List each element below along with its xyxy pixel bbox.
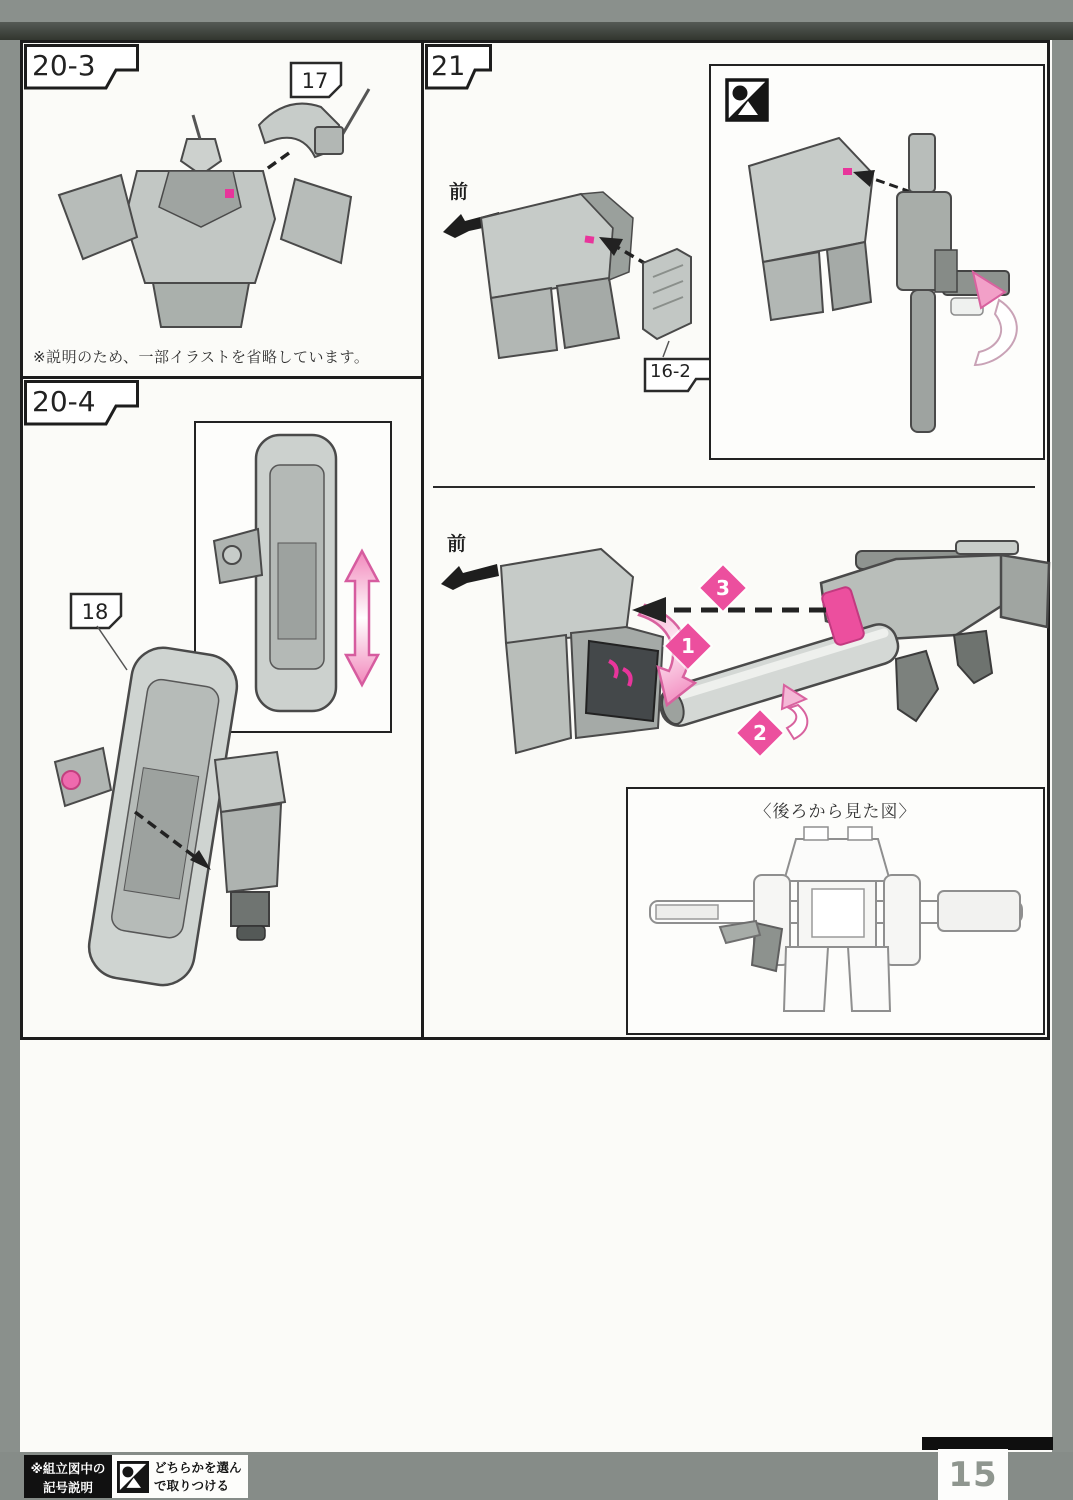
rear-view-box bbox=[626, 787, 1045, 1035]
part-16-2-illustration bbox=[637, 245, 701, 359]
step-badge-3: 3 bbox=[700, 565, 745, 610]
legend-item-box bbox=[112, 1455, 248, 1498]
vertical-move-arrow-icon bbox=[346, 551, 378, 685]
legend-item-line1: どちらかを選ん bbox=[154, 1460, 242, 1475]
rear-view-illustration bbox=[636, 823, 1038, 1029]
footer-band bbox=[0, 1452, 1073, 1500]
dashed-arrow-icon bbox=[871, 178, 911, 192]
step-label-20-4 bbox=[23, 379, 141, 427]
step-badge-1: 1 bbox=[665, 623, 710, 668]
omission-note: ※説明のため、一部イラストを省略しています。 bbox=[33, 348, 370, 366]
panel-20-4 bbox=[23, 379, 421, 1037]
svg-text:16-2: 16-2 bbox=[650, 361, 691, 382]
page-number: 15 bbox=[948, 1454, 998, 1495]
callout-line bbox=[97, 626, 127, 670]
flip-arrow-icon bbox=[973, 272, 1017, 365]
svg-text:20-4: 20-4 bbox=[32, 385, 96, 418]
svg-text:20-3: 20-3 bbox=[32, 49, 96, 82]
page-number-tab bbox=[938, 1449, 1008, 1500]
front-label: 前 bbox=[449, 181, 470, 203]
attach-point-mark bbox=[225, 189, 234, 198]
front-label: 前 bbox=[447, 533, 468, 555]
step-badge-2: 2 bbox=[737, 710, 782, 755]
antenna-line bbox=[341, 89, 369, 137]
svg-text:17: 17 bbox=[301, 69, 329, 93]
panel-20-3 bbox=[23, 43, 421, 376]
step-label-21 bbox=[424, 43, 494, 91]
step-label-20-3 bbox=[23, 43, 141, 91]
panel-21 bbox=[424, 43, 1047, 1037]
svg-text:18: 18 bbox=[81, 600, 109, 624]
sheet bbox=[20, 40, 1052, 1452]
option-illustration bbox=[711, 66, 1043, 458]
shield-illustration bbox=[39, 624, 331, 1022]
legend-item-line2: で取りつける bbox=[154, 1477, 230, 1493]
part-label-17 bbox=[289, 61, 343, 99]
part-label-16-2 bbox=[643, 357, 715, 393]
panel-grid bbox=[20, 40, 1050, 1040]
callout-line bbox=[663, 341, 669, 357]
legend-heading-line1: ※組立図中の bbox=[30, 1461, 106, 1476]
choose-one-icon bbox=[117, 1461, 149, 1493]
rear-view-title: 〈後ろから見た図〉 bbox=[754, 802, 917, 822]
option-inset-box bbox=[709, 64, 1045, 460]
svg-text:21: 21 bbox=[431, 51, 466, 82]
legend-heading-box bbox=[24, 1455, 112, 1498]
page-top-edge bbox=[0, 22, 1073, 40]
pivot-mark bbox=[62, 771, 80, 789]
legend-heading-line2: 記号説明 bbox=[42, 1480, 93, 1496]
attach-point-mark bbox=[843, 168, 852, 175]
torso-illustration bbox=[49, 85, 371, 347]
